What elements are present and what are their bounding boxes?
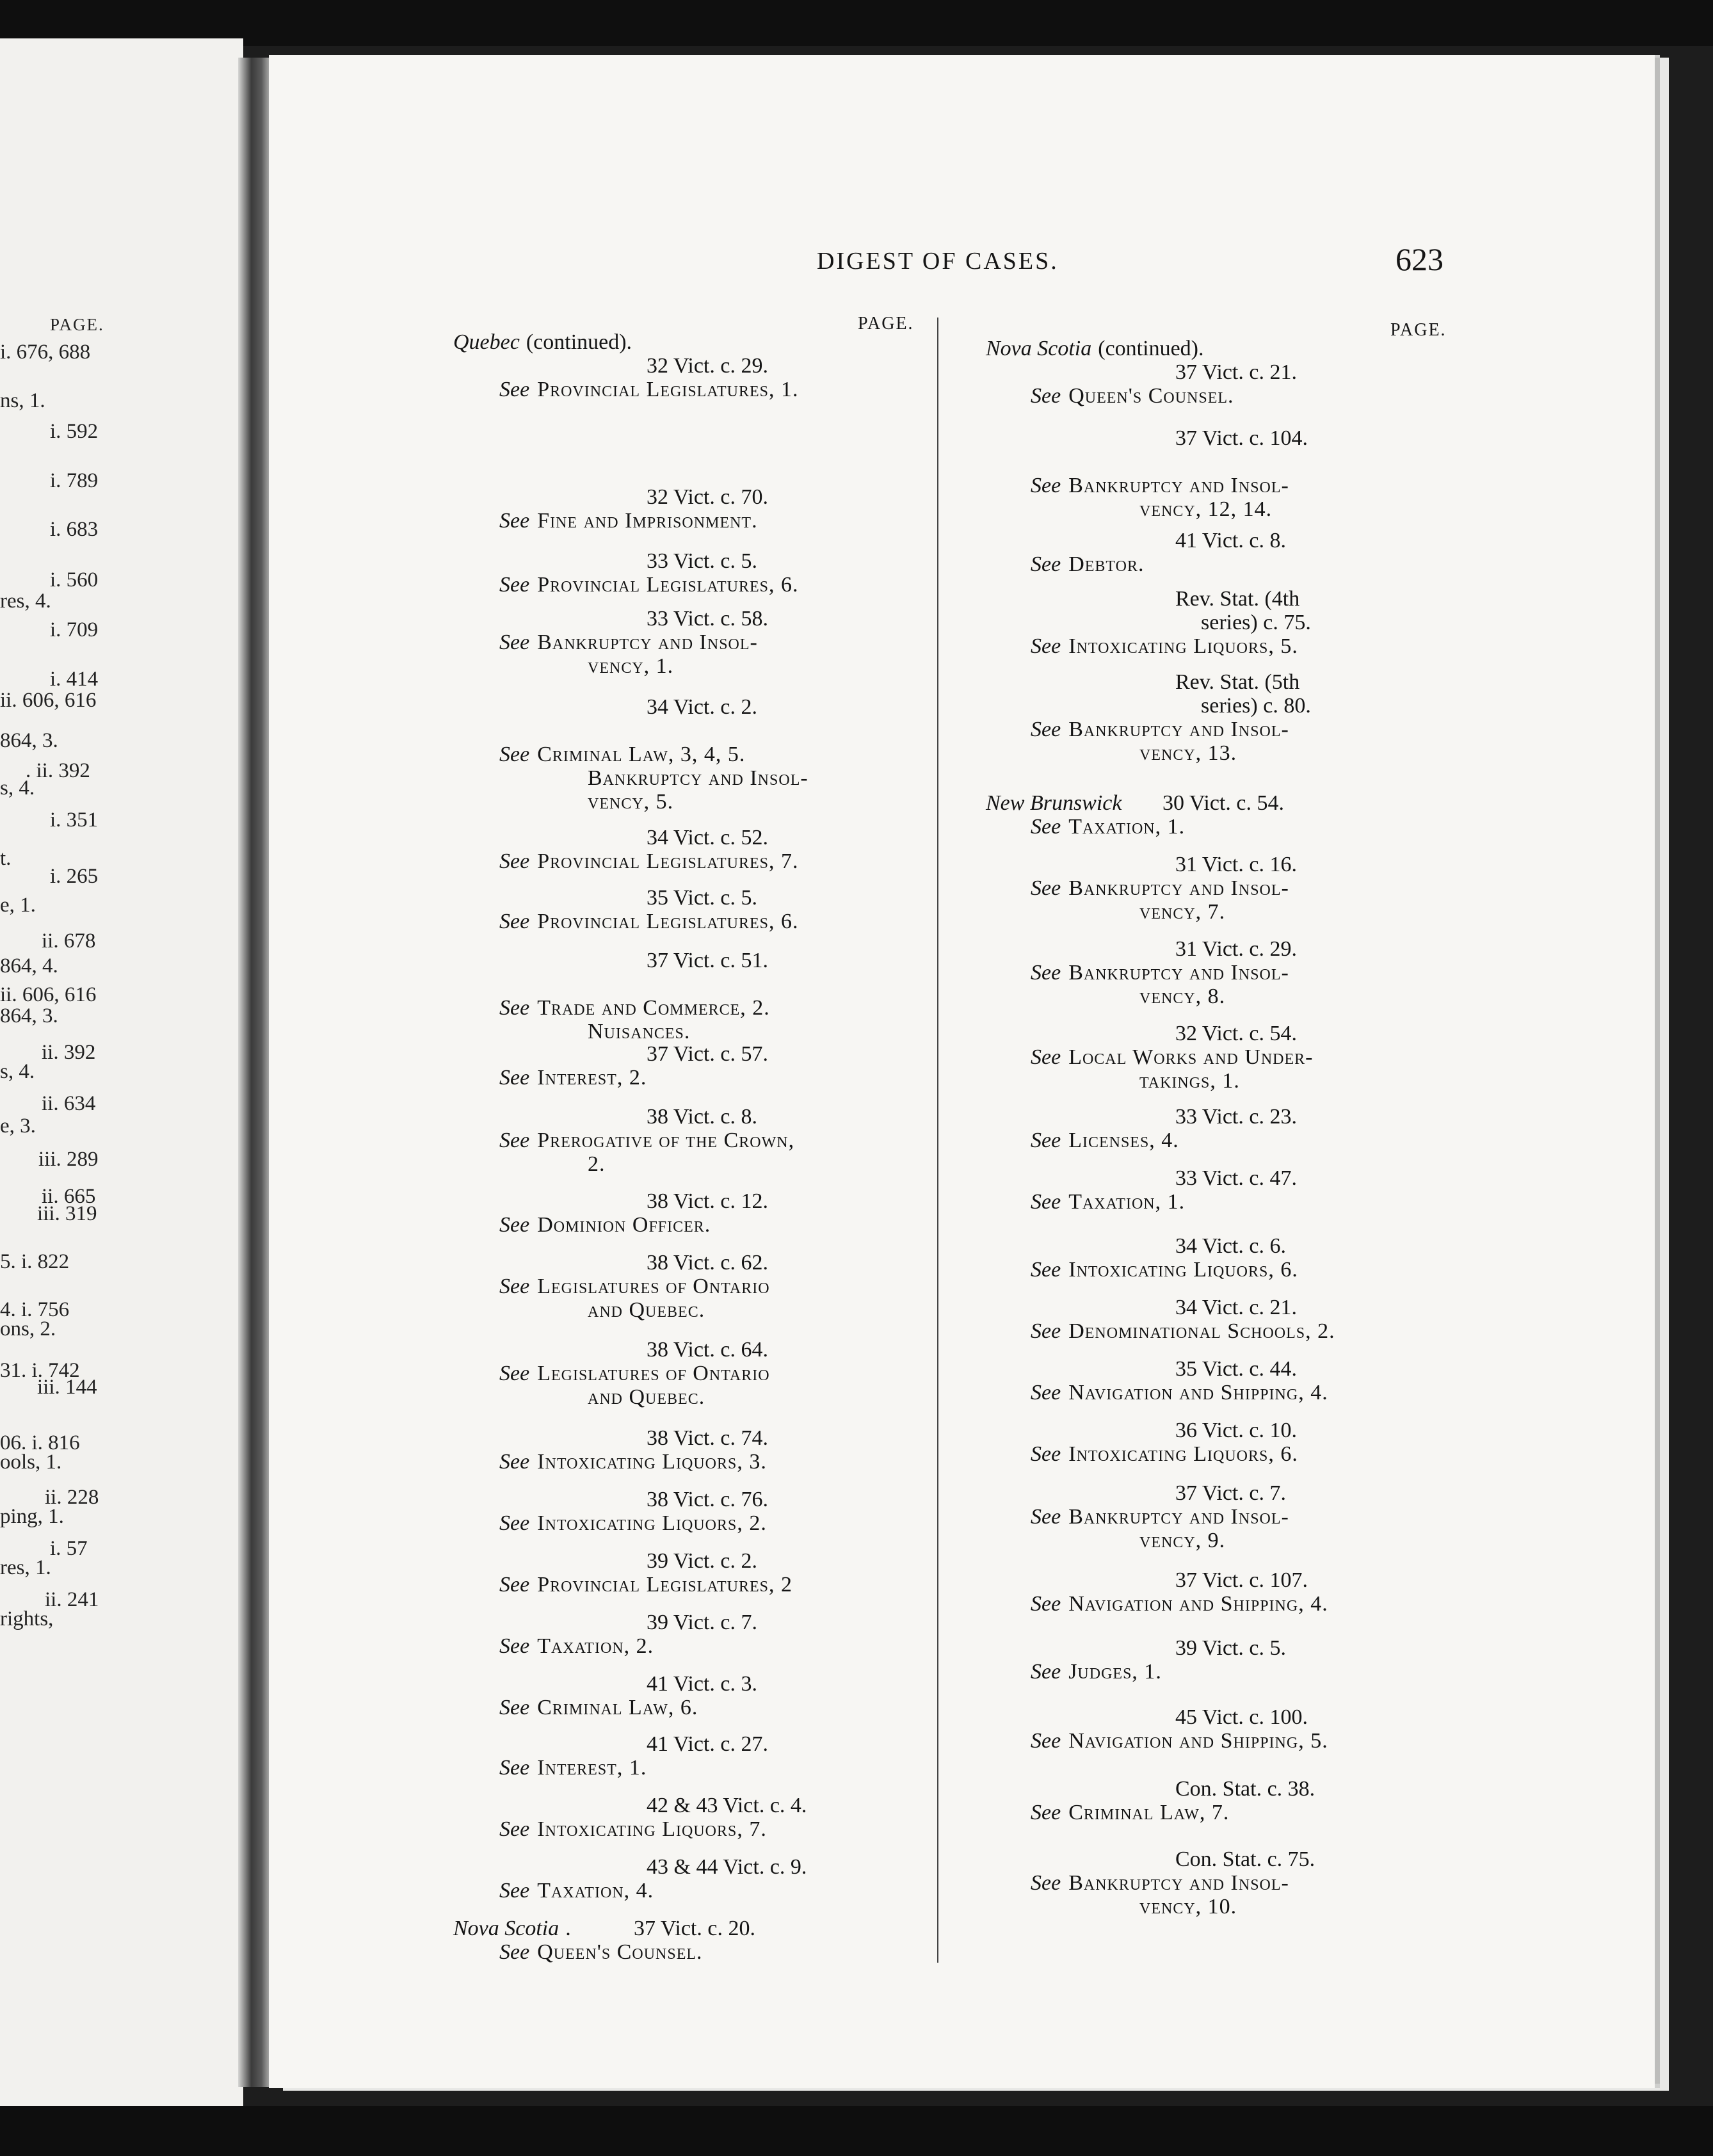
- cross-reference: Legislatures of Ontario: [537, 1362, 770, 1385]
- facing-page-line: iii. 144: [37, 1376, 97, 1399]
- statute-citation: 38 Vict. c. 62.: [647, 1251, 768, 1275]
- statute-citation: 41 Vict. c. 3.: [647, 1672, 757, 1696]
- facing-page-line: e, 3.: [0, 1114, 36, 1138]
- see-label: See: [499, 1275, 530, 1298]
- cross-reference: Trade and Commerce, 2.: [537, 996, 770, 1020]
- facing-page-line: iii. 289: [38, 1148, 99, 1171]
- cross-reference-line: [1139, 900, 1225, 924]
- cross-reference-line: [588, 1385, 705, 1409]
- cross-reference: Criminal Law, 7.: [1068, 1801, 1230, 1824]
- facing-page-line: res, 4.: [0, 590, 51, 613]
- heading-suffix: (continued).: [526, 330, 632, 354]
- cross-reference: Provincial Legislatures, 6.: [537, 573, 799, 597]
- see-label: See: [1031, 552, 1061, 576]
- see-label: See: [499, 1066, 530, 1090]
- cross-reference-line: [499, 1275, 770, 1298]
- cross-reference: vency, 13.: [1139, 741, 1237, 765]
- see-label: See: [499, 1511, 530, 1535]
- facing-page-line: e, 1.: [0, 894, 36, 917]
- facing-page-line: ii. 606, 616: [0, 689, 97, 712]
- cross-reference-line: [499, 1696, 698, 1719]
- statute-citation: 38 Vict. c. 12.: [647, 1189, 768, 1213]
- facing-page-line: res, 1.: [0, 1556, 51, 1579]
- cross-reference: vency, 9.: [1139, 1529, 1226, 1552]
- cross-reference: Bankruptcy and Insol-: [1068, 1871, 1289, 1895]
- facing-page-line: i. 414: [50, 668, 99, 691]
- cross-reference-line: [499, 1066, 647, 1090]
- cross-reference: Bankruptcy and Insol-: [1068, 961, 1289, 985]
- facing-page-line: i. 683: [50, 518, 99, 541]
- statute-citation: 33 Vict. c. 5.: [647, 549, 757, 573]
- cross-reference: Taxation, 2.: [537, 1634, 654, 1658]
- see-label: See: [499, 1573, 530, 1597]
- province-heading: [986, 337, 1203, 360]
- statute-citation: 38 Vict. c. 76.: [647, 1488, 768, 1511]
- see-label: See: [499, 1634, 530, 1658]
- statute-citation: 37 Vict. c. 57.: [647, 1042, 768, 1066]
- facing-page-line: i. 789: [50, 469, 99, 492]
- cross-reference-line: [1031, 474, 1289, 497]
- cross-reference-line: [588, 1152, 606, 1176]
- statute-citation: 38 Vict. c. 74.: [647, 1426, 768, 1450]
- see-label: See: [1031, 961, 1061, 985]
- cross-reference: Bankruptcy and Insol-: [537, 631, 758, 654]
- cross-reference: vency, 5.: [588, 790, 674, 814]
- cross-reference: vency, 1.: [588, 654, 674, 678]
- facing-page-line: ii. 678: [42, 929, 96, 953]
- cross-reference-line: [499, 1450, 767, 1474]
- cross-reference-line: [499, 1129, 794, 1152]
- statute-citation-continued: series) c. 80.: [1201, 694, 1311, 718]
- cross-reference: vency, 8.: [1139, 985, 1226, 1008]
- cross-reference: Criminal Law, 3, 4, 5.: [537, 743, 746, 766]
- see-label: See: [499, 1940, 530, 1964]
- statute-citation: 31 Vict. c. 16.: [1175, 853, 1297, 876]
- statute-citation: 32 Vict. c. 29.: [647, 354, 768, 378]
- facing-page-line: i. 351: [50, 808, 99, 832]
- see-label: See: [1031, 1258, 1061, 1282]
- cross-reference-line: [588, 654, 673, 678]
- cross-reference-line: [1139, 1069, 1240, 1093]
- cross-reference-line: [1031, 1258, 1298, 1282]
- province-name: Quebec: [453, 330, 520, 354]
- see-label: See: [499, 1879, 530, 1903]
- statute-citation: 35 Vict. c. 44.: [1175, 1357, 1297, 1381]
- facing-page-line: s, 4.: [0, 776, 35, 800]
- cross-reference-line: [499, 378, 799, 401]
- cross-reference-line: [1031, 552, 1144, 576]
- cross-reference: Navigation and Shipping, 4.: [1068, 1381, 1328, 1404]
- see-label: See: [1031, 1190, 1061, 1214]
- statute-citation: 34 Vict. c. 6.: [1175, 1234, 1286, 1258]
- cross-reference-line: [1031, 718, 1289, 741]
- facing-page-line: 864, 3.: [0, 729, 58, 752]
- cross-reference: Bankruptcy and Insol-: [1068, 474, 1289, 497]
- cross-reference-line: [499, 1511, 767, 1535]
- facing-page-line: ii. 606, 616: [0, 983, 97, 1006]
- cross-reference-line: [499, 509, 758, 533]
- see-label: See: [1031, 1442, 1061, 1466]
- facing-page-line: i. 265: [50, 865, 99, 888]
- book-gutter: [238, 58, 271, 2087]
- see-label: See: [499, 1817, 530, 1841]
- heading-suffix: (continued).: [1098, 337, 1204, 360]
- statute-citation: 32 Vict. c. 54.: [1175, 1022, 1297, 1045]
- book-page: [269, 55, 1655, 2088]
- statute-citation: 39 Vict. c. 2.: [647, 1549, 757, 1573]
- cross-reference-line: [1139, 497, 1272, 521]
- cross-reference: takings, 1.: [1139, 1069, 1240, 1093]
- statute-citation: Con. Stat. c. 75.: [1175, 1847, 1315, 1871]
- cross-reference-line: [499, 1940, 703, 1964]
- cross-reference-line: [1031, 1319, 1335, 1343]
- see-label: See: [499, 1756, 530, 1780]
- statute-citation: 37 Vict. c. 21.: [1175, 360, 1297, 384]
- cross-reference-line: [499, 1756, 647, 1780]
- statute-citation: 41 Vict. c. 8.: [1175, 529, 1286, 552]
- cross-reference-line: [1031, 1592, 1328, 1616]
- cross-reference-line: [499, 743, 745, 766]
- see-label: See: [499, 1213, 530, 1237]
- see-label: See: [499, 1129, 530, 1152]
- facing-page-line: i. 592: [50, 420, 99, 443]
- see-label: See: [1031, 1319, 1061, 1343]
- facing-page-line: ii. 228: [45, 1486, 99, 1509]
- facing-page-line: i. 560: [50, 568, 99, 591]
- cross-reference: 2.: [588, 1152, 606, 1176]
- cross-reference: Prerogative of the Crown,: [537, 1129, 795, 1152]
- see-label: See: [1031, 1729, 1061, 1753]
- facing-page-line: 06. i. 816: [0, 1431, 80, 1454]
- statute-citation: 39 Vict. c. 5.: [1175, 1636, 1286, 1660]
- facing-page-line: s, 4.: [0, 1060, 35, 1083]
- statute-citation: 33 Vict. c. 23.: [1175, 1105, 1297, 1129]
- statute-citation: 37 Vict. c. 107.: [1175, 1568, 1308, 1592]
- statute-citation: 36 Vict. c. 10.: [1175, 1419, 1297, 1442]
- see-label: See: [499, 743, 530, 766]
- statute-citation: 37 Vict. c. 51.: [647, 949, 768, 972]
- facing-page-line: ii. 665: [42, 1185, 96, 1208]
- facing-page-line: ns, 1.: [0, 389, 45, 412]
- right-column-page-header: PAGE.: [1390, 320, 1447, 340]
- see-label: See: [1031, 1871, 1061, 1895]
- cross-reference: Local Works and Under-: [1068, 1045, 1314, 1069]
- cross-reference-line: [499, 1879, 654, 1903]
- see-label: See: [499, 573, 530, 597]
- cross-reference: Provincial Legislatures, 2: [537, 1573, 793, 1597]
- cross-reference: Debtor.: [1068, 552, 1145, 576]
- facing-page-header: PAGE.: [50, 315, 104, 334]
- statute-citation: 35 Vict. c. 5.: [647, 886, 757, 910]
- cross-reference: Bankruptcy and Insol-: [1068, 876, 1289, 900]
- statute-citation: 38 Vict. c. 8.: [647, 1105, 757, 1129]
- cross-reference: Queen's Counsel.: [537, 1940, 703, 1964]
- statute-citation: 37 Vict. c. 7.: [1175, 1481, 1286, 1505]
- statute-citation: Rev. Stat. (4th: [1175, 587, 1300, 611]
- cross-reference: Licenses, 4.: [1068, 1129, 1179, 1152]
- facing-page-line: iii. 319: [37, 1202, 97, 1225]
- running-head: DIGEST OF CASES.: [817, 248, 1059, 275]
- facing-page-line: t.: [0, 847, 12, 870]
- cross-reference-line: [1031, 1729, 1328, 1753]
- cross-reference-line: [1031, 815, 1185, 839]
- cross-reference-line: [499, 1573, 792, 1597]
- cross-reference-line: [1031, 1190, 1185, 1214]
- cross-reference-line: [1031, 876, 1289, 900]
- cross-reference-line: [499, 1362, 770, 1385]
- facing-page-line: . ii. 392: [26, 759, 90, 782]
- statute-citation: Rev. Stat. (5th: [1175, 670, 1300, 694]
- cross-reference: Taxation, 1.: [1068, 1190, 1186, 1214]
- cross-reference-line: [1031, 1801, 1229, 1824]
- facing-page-line: ii. 241: [45, 1588, 99, 1611]
- cross-reference: Navigation and Shipping, 4.: [1068, 1592, 1328, 1616]
- cross-reference: Bankruptcy and Insol-: [1068, 1505, 1289, 1529]
- cross-reference-line: [588, 1298, 705, 1322]
- see-label: See: [499, 1450, 530, 1474]
- facing-page-line: i. 57: [50, 1537, 88, 1560]
- cross-reference: Bankruptcy and Insol-: [1068, 718, 1289, 741]
- see-label: See: [1031, 1129, 1061, 1152]
- cross-reference-line: [1139, 741, 1237, 765]
- statute-citation: 34 Vict. c. 21.: [1175, 1296, 1297, 1319]
- see-label: See: [499, 849, 530, 873]
- cross-reference: vency, 12, 14.: [1139, 497, 1273, 521]
- see-label: See: [499, 631, 530, 654]
- province-name: New Brunswick: [986, 791, 1122, 815]
- facing-page-line: ping, 1.: [0, 1505, 64, 1528]
- cross-reference: vency, 7.: [1139, 900, 1226, 924]
- scan-top-border: [0, 0, 1713, 46]
- cross-reference-line: [588, 790, 673, 814]
- statute-citation: 37 Vict. c. 104.: [1175, 426, 1308, 450]
- cross-reference: Taxation, 4.: [537, 1879, 654, 1903]
- cross-reference-line: [499, 573, 799, 597]
- see-label: See: [1031, 384, 1061, 408]
- see-label: See: [1031, 876, 1061, 900]
- cross-reference: Denominational Schools, 2.: [1068, 1319, 1335, 1343]
- province-heading: [453, 1917, 571, 1940]
- cross-reference: Intoxicating Liquors, 5.: [1068, 634, 1298, 658]
- cross-reference-line: [499, 1817, 767, 1841]
- facing-page-line: ii. 392: [42, 1041, 96, 1064]
- statute-citation: 33 Vict. c. 47.: [1175, 1166, 1297, 1190]
- statute-citation: 42 & 43 Vict. c. 4.: [647, 1794, 807, 1817]
- see-label: See: [499, 1362, 530, 1385]
- facing-page-line: ii. 634: [42, 1092, 96, 1115]
- cross-reference-line: [1031, 634, 1298, 658]
- scan-bottom-border: [0, 2106, 1713, 2156]
- facing-page-line: ons, 2.: [0, 1317, 56, 1340]
- statute-citation: 45 Vict. c. 100.: [1175, 1705, 1308, 1729]
- province-name: Nova Scotia: [453, 1917, 559, 1940]
- cross-reference-line: [1139, 985, 1225, 1008]
- cross-reference-line: [588, 1020, 690, 1043]
- cross-reference-line: [499, 1634, 654, 1658]
- province-heading: [986, 791, 1128, 815]
- cross-reference: Dominion Officer.: [537, 1213, 711, 1237]
- facing-page-line: ools, 1.: [0, 1451, 62, 1474]
- statute-citation-continued: series) c. 75.: [1201, 611, 1311, 634]
- facing-page-line: 5. i. 822: [0, 1250, 70, 1273]
- cross-reference-line: [499, 996, 770, 1020]
- cross-reference: Intoxicating Liquors, 7.: [537, 1817, 767, 1841]
- facing-page-line: rights,: [0, 1607, 54, 1630]
- see-label: See: [499, 910, 530, 933]
- cross-reference-line: [1031, 1442, 1298, 1466]
- statute-citation: 43 & 44 Vict. c. 9.: [647, 1855, 807, 1879]
- cross-reference: and Quebec.: [588, 1385, 705, 1409]
- cross-reference: Interest, 2.: [537, 1066, 647, 1090]
- cross-reference: vency, 10.: [1139, 1895, 1237, 1919]
- cross-reference-line: [1031, 1045, 1314, 1069]
- cross-reference: Legislatures of Ontario: [537, 1275, 770, 1298]
- statute-citation: 34 Vict. c. 2.: [647, 695, 757, 719]
- see-label: See: [1031, 815, 1061, 839]
- cross-reference-line: [1031, 384, 1234, 408]
- facing-page-line: 864, 3.: [0, 1004, 58, 1027]
- cross-reference: Provincial Legislatures, 7.: [537, 849, 799, 873]
- cross-reference-line: [1139, 1529, 1225, 1552]
- statute-citation: 41 Vict. c. 27.: [647, 1732, 768, 1756]
- cross-reference: Taxation, 1.: [1068, 815, 1186, 839]
- cross-reference-line: [499, 631, 758, 654]
- province-name: Nova Scotia: [986, 337, 1092, 360]
- province-heading: [453, 330, 632, 354]
- cross-reference-line: [1031, 1381, 1328, 1404]
- cross-reference-line: [499, 1213, 711, 1237]
- cross-reference: Judges, 1.: [1068, 1660, 1162, 1684]
- facing-page-fragment: [0, 38, 243, 2106]
- see-label: See: [499, 1696, 530, 1719]
- page-edge: [1655, 58, 1660, 2084]
- cross-reference-line: [1031, 1660, 1162, 1684]
- see-label: See: [1031, 1045, 1061, 1069]
- column-divider: [937, 318, 938, 1963]
- cross-reference-line: [1031, 961, 1289, 985]
- statute-citation: 30 Vict. c. 54.: [1162, 791, 1284, 815]
- cross-reference: Intoxicating Liquors, 6.: [1068, 1442, 1298, 1466]
- cross-reference: Queen's Counsel.: [1068, 384, 1234, 408]
- left-column-page-header: PAGE.: [858, 314, 914, 334]
- cross-reference: and Quebec.: [588, 1298, 705, 1322]
- cross-reference: Intoxicating Liquors, 3.: [537, 1450, 767, 1474]
- statute-citation: 37 Vict. c. 20.: [634, 1917, 755, 1940]
- cross-reference: Fine and Imprisonment.: [537, 509, 758, 533]
- heading-suffix: .: [565, 1917, 571, 1940]
- cross-reference: Criminal Law, 6.: [537, 1696, 698, 1719]
- see-label: See: [1031, 634, 1061, 658]
- see-label: See: [1031, 474, 1061, 497]
- facing-page-line: 4. i. 756: [0, 1298, 70, 1321]
- see-label: See: [1031, 718, 1061, 741]
- see-label: See: [499, 378, 530, 401]
- statute-citation: Con. Stat. c. 38.: [1175, 1777, 1315, 1801]
- cross-reference: Provincial Legislatures, 6.: [537, 910, 799, 933]
- statute-citation: 32 Vict. c. 70.: [647, 485, 768, 509]
- cross-reference: Interest, 1.: [537, 1756, 647, 1780]
- statute-citation: 31 Vict. c. 29.: [1175, 937, 1297, 961]
- statute-citation: 38 Vict. c. 64.: [647, 1338, 768, 1362]
- see-label: See: [1031, 1381, 1061, 1404]
- cross-reference-line: [499, 910, 799, 933]
- cross-reference: Navigation and Shipping, 5.: [1068, 1729, 1328, 1753]
- statute-citation: 33 Vict. c. 58.: [647, 607, 768, 631]
- facing-page-line: i. 676, 688: [0, 341, 91, 364]
- cross-reference-line: [1139, 1895, 1237, 1919]
- facing-page-line: i. 709: [50, 618, 99, 641]
- cross-reference-line: [1031, 1129, 1179, 1152]
- see-label: See: [1031, 1505, 1061, 1529]
- page-number: 623: [1395, 241, 1444, 277]
- facing-page-line: 31. i. 742: [0, 1359, 80, 1382]
- see-label: See: [1031, 1592, 1061, 1616]
- cross-reference: Bankruptcy and Insol-: [588, 766, 808, 790]
- cross-reference: Intoxicating Liquors, 6.: [1068, 1258, 1298, 1282]
- see-label: See: [499, 996, 530, 1020]
- see-label: See: [1031, 1801, 1061, 1824]
- cross-reference-line: [1031, 1505, 1289, 1529]
- see-label: See: [499, 509, 530, 533]
- see-label: See: [1031, 1660, 1061, 1684]
- cross-reference: Intoxicating Liquors, 2.: [537, 1511, 767, 1535]
- facing-page-line: 864, 4.: [0, 954, 58, 977]
- cross-reference-line: [499, 849, 799, 873]
- cross-reference-line: [588, 766, 808, 790]
- cross-reference: Provincial Legislatures, 1.: [537, 378, 799, 401]
- statute-citation: 34 Vict. c. 52.: [647, 826, 768, 849]
- cross-reference-line: [1031, 1871, 1289, 1895]
- cross-reference: Nuisances.: [588, 1020, 691, 1043]
- statute-citation: 39 Vict. c. 7.: [647, 1611, 757, 1634]
